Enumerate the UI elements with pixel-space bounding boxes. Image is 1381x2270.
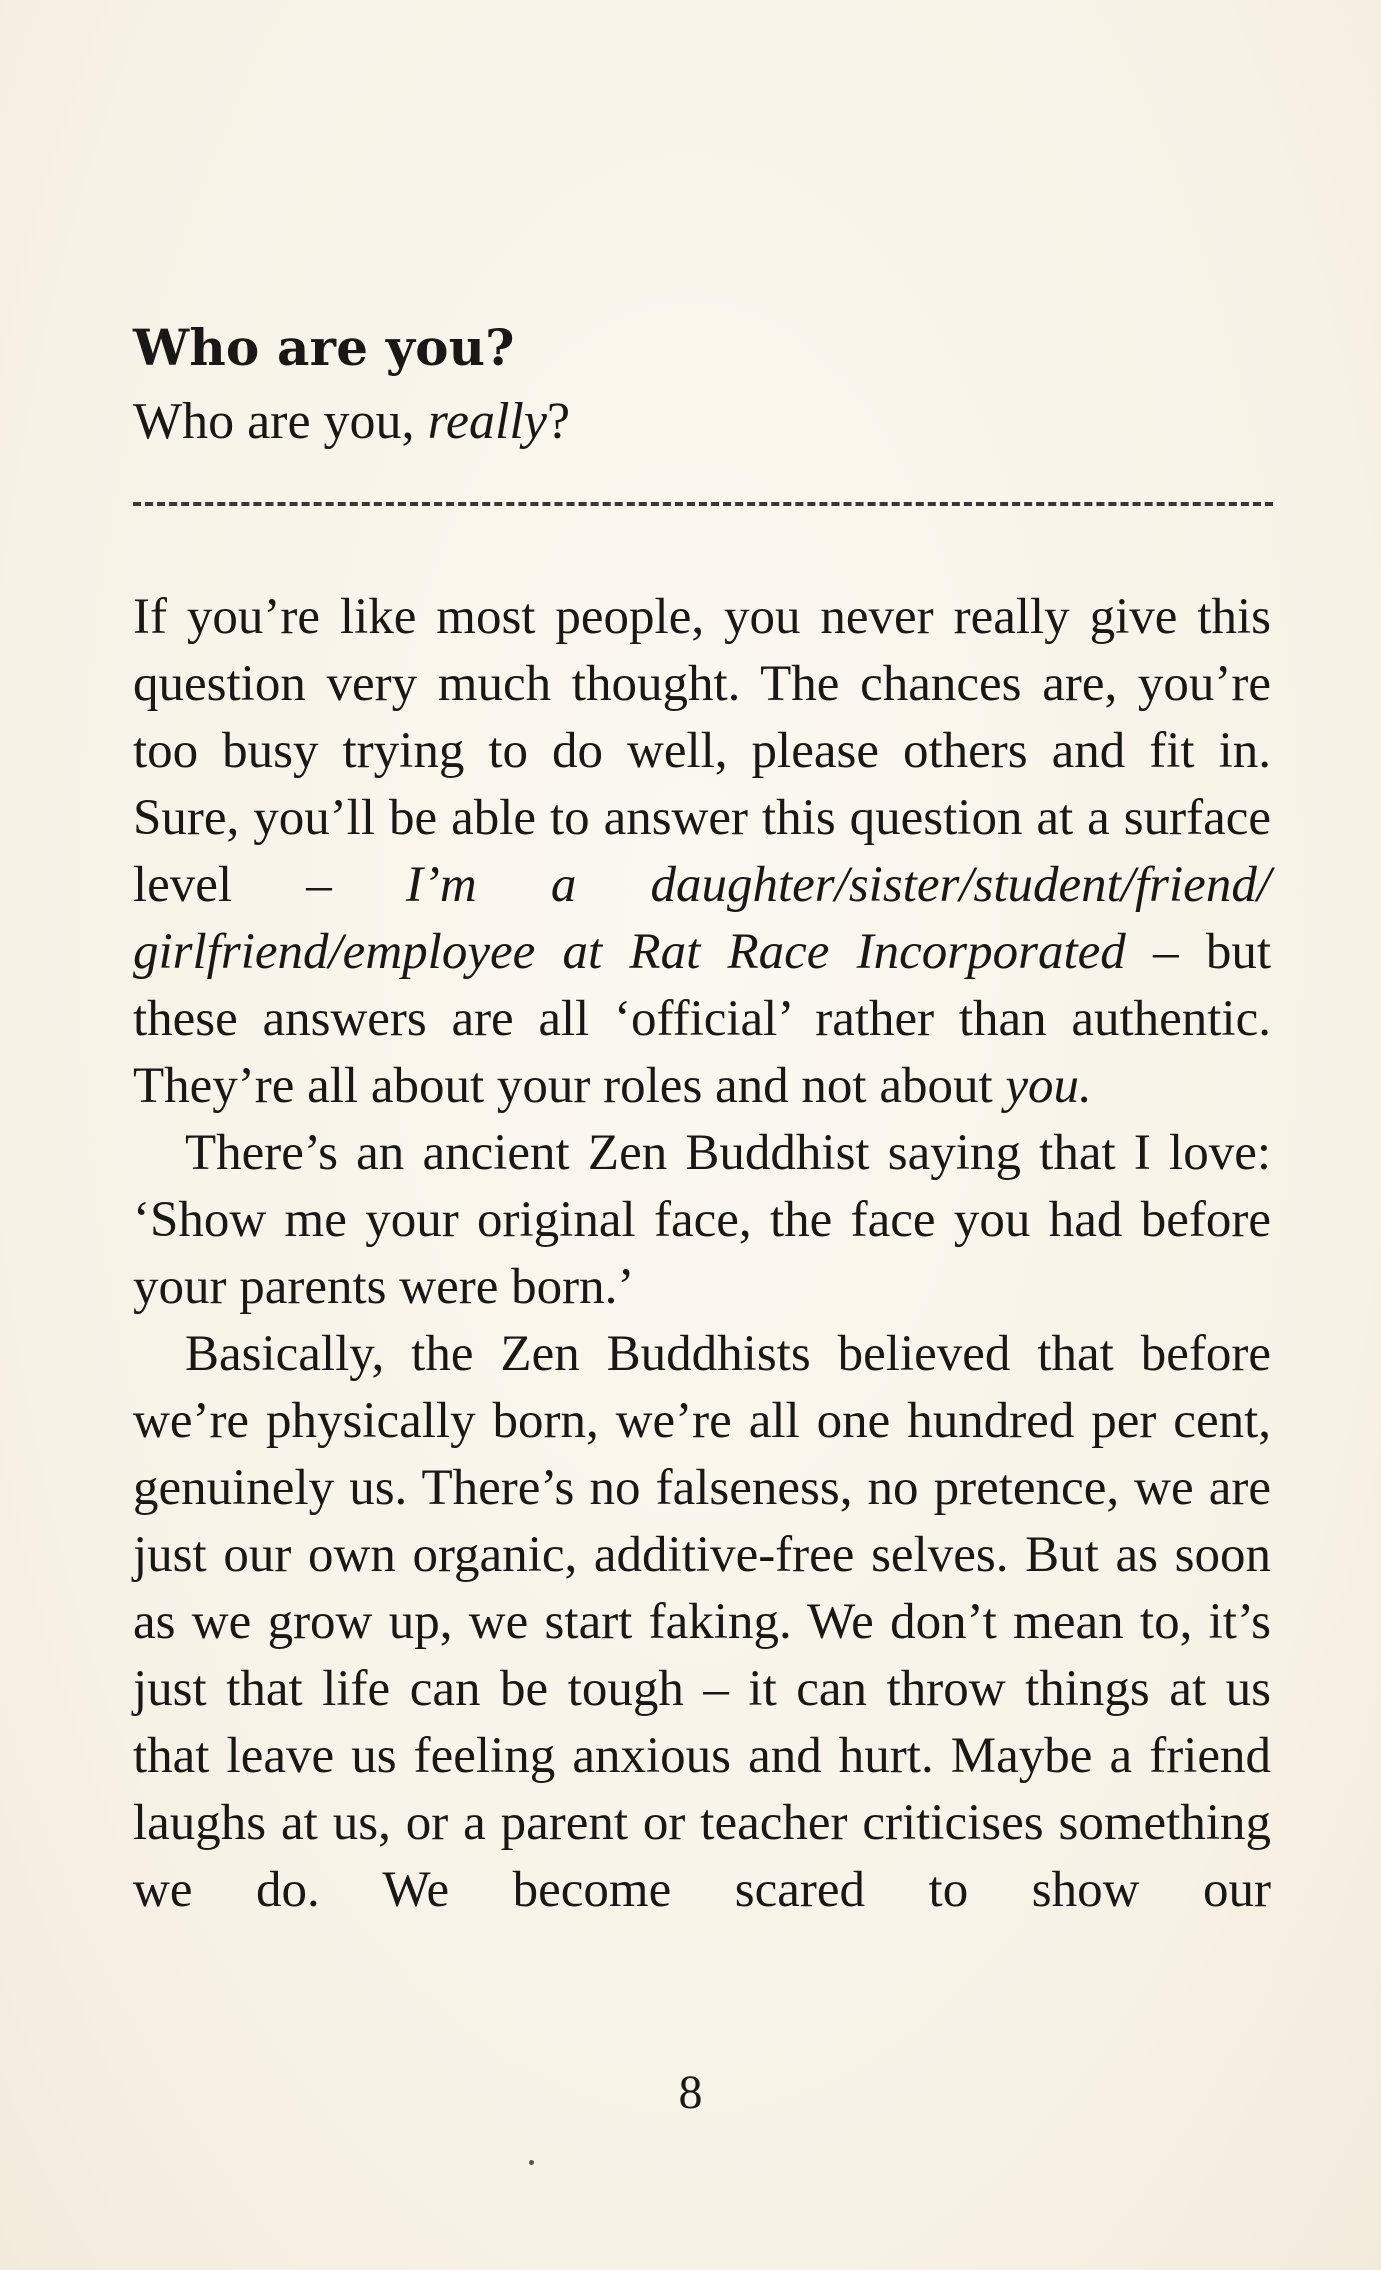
- paragraph-1: [133, 584, 1271, 1120]
- subheading-text: Who are you,: [133, 393, 428, 450]
- paper-speck: [529, 2160, 534, 2165]
- page-subheading: [133, 392, 570, 451]
- paragraph-2: There’s an ancient Zen Buddhist saying that I love: ‘Show me your original face, the face you had before your parents were born.’: [133, 1125, 1271, 1315]
- paragraph-1-text-b: – but these answers are all ‘official’ rather than authentic. They’re all about your roles and not about: [133, 924, 1272, 1114]
- dashed-divider: [133, 502, 1273, 506]
- page-heading: Who are you?: [133, 318, 515, 377]
- page-number: 8: [678, 2066, 703, 2119]
- body-text: [133, 584, 1271, 1924]
- paragraph-1-emphasis: I’m a daughter/sister/student/friend/ girlfriend/employee at Rat Race Incorporated: [133, 857, 1271, 980]
- paragraph-1-emphasis-2: you.: [1005, 1058, 1092, 1114]
- paragraph-1-text-a: If you’re like most people, you never really give this question very much thought. The chances are, you’re too busy trying to do well, please others and fit in. Sure, you’ll be able to answer this question at a surface level –: [133, 589, 1271, 913]
- paragraph-3: Basically, the Zen Buddhists believed that before we’re physically born, we’re all one hundred per cent, genuinely us. There’s no falseness, no pretence, we are just our own organic, additive-free selves. But as soon as we grow up, we start faking. We don’t mean to, it’s just that life can be tough – it can throw things at us that leave us feeling anxious and hurt. Maybe a friend laughs at us, or a parent or teacher criticises something we do. We become scared to show our: [133, 1326, 1271, 1918]
- subheading-question-mark: ?: [546, 393, 571, 450]
- subheading-emphasis: really: [427, 393, 547, 450]
